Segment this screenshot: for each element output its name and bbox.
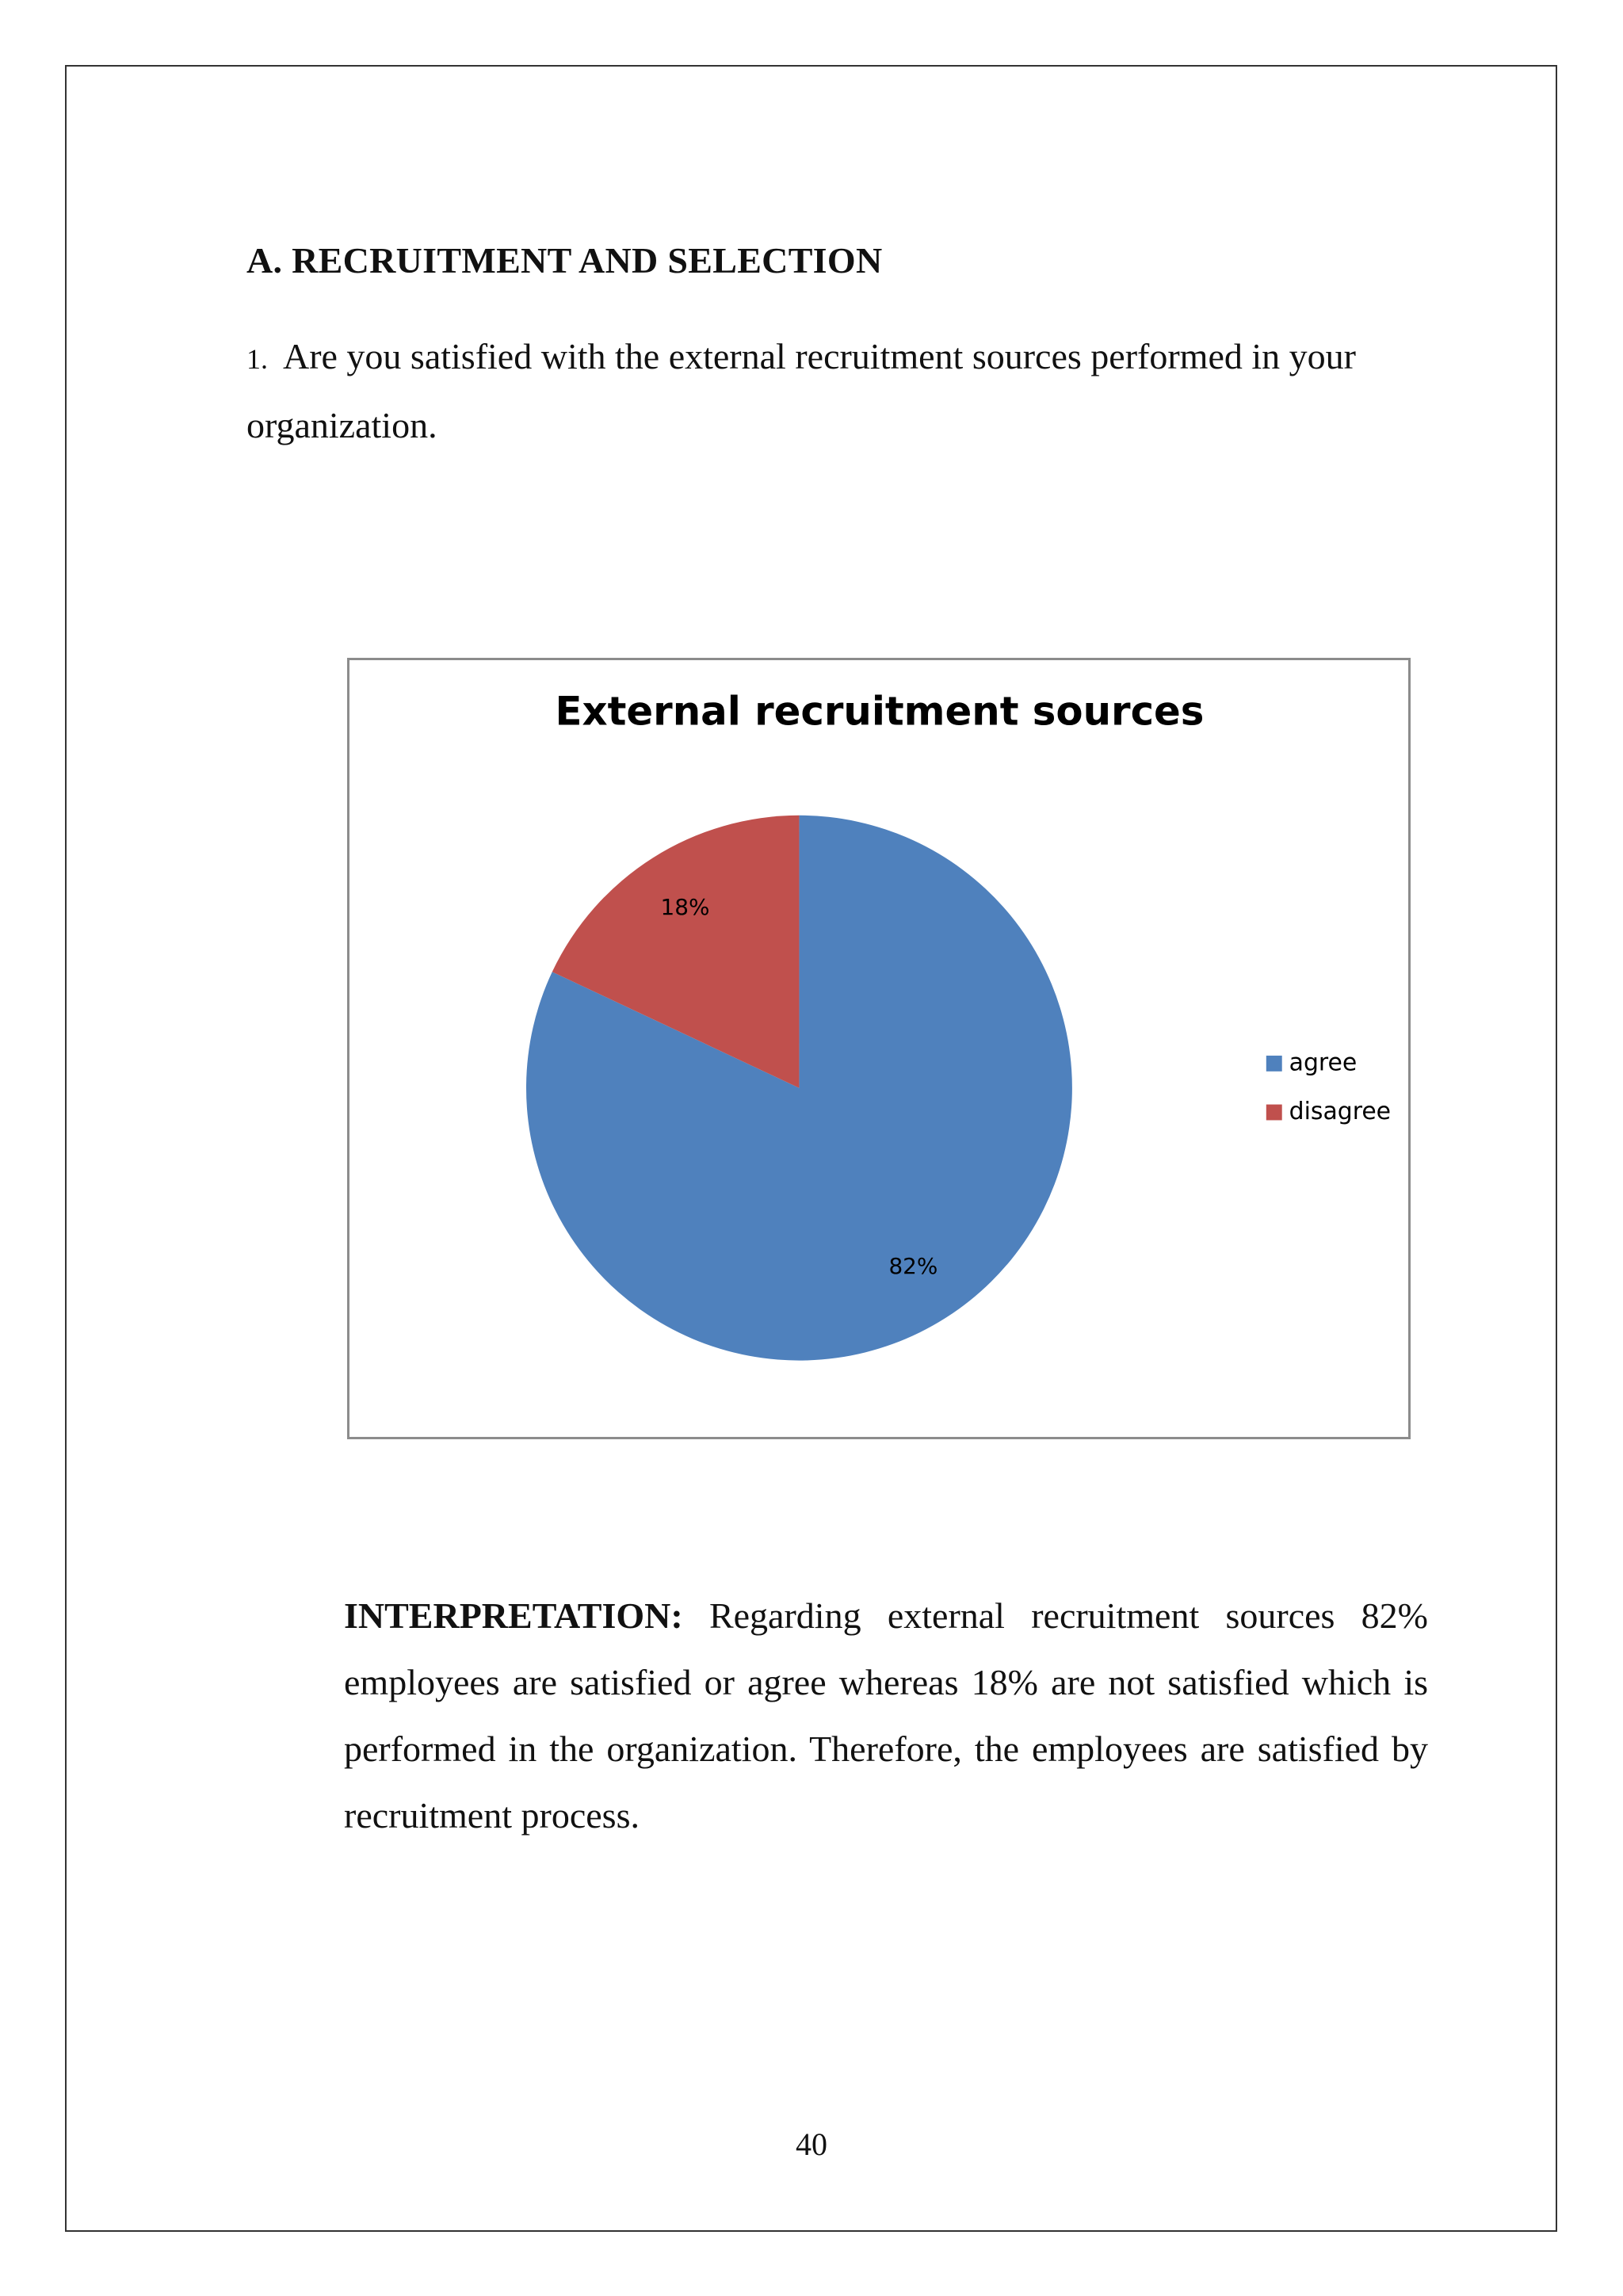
legend-swatch-agree xyxy=(1266,1056,1282,1072)
question-paragraph xyxy=(246,323,1419,459)
question-number: 1. xyxy=(246,343,268,375)
interpretation-label: INTERPRETATION: xyxy=(344,1595,683,1636)
chart-title: External recruitment sources xyxy=(555,688,1205,735)
pie-slices xyxy=(526,816,1072,1361)
pie-data-label-agree: 82% xyxy=(888,1253,938,1280)
interpretation-text: Regarding external recruitment sources 82% employees are satisfied or agree whereas 18% are not satisfied which is performed in the organization. Therefore, the employees are satisfied by recruitment process. xyxy=(344,1595,1429,1836)
legend-label-disagree: disagree xyxy=(1289,1098,1392,1125)
interpretation-paragraph xyxy=(344,1583,1428,1849)
chart-legend xyxy=(1266,1049,1391,1125)
section-heading: A. RECRUITMENT AND SELECTION xyxy=(246,240,883,281)
pie-data-label-disagree: 18% xyxy=(660,894,710,921)
page-number: 40 xyxy=(796,2126,827,2162)
pie-chart-svg xyxy=(349,660,1408,1437)
legend-label-agree: agree xyxy=(1289,1049,1358,1077)
pie-chart xyxy=(347,658,1411,1439)
legend-swatch-disagree xyxy=(1266,1105,1282,1121)
question-text: Are you satisfied with the external recruitment sources performed in your organization. xyxy=(246,336,1356,445)
